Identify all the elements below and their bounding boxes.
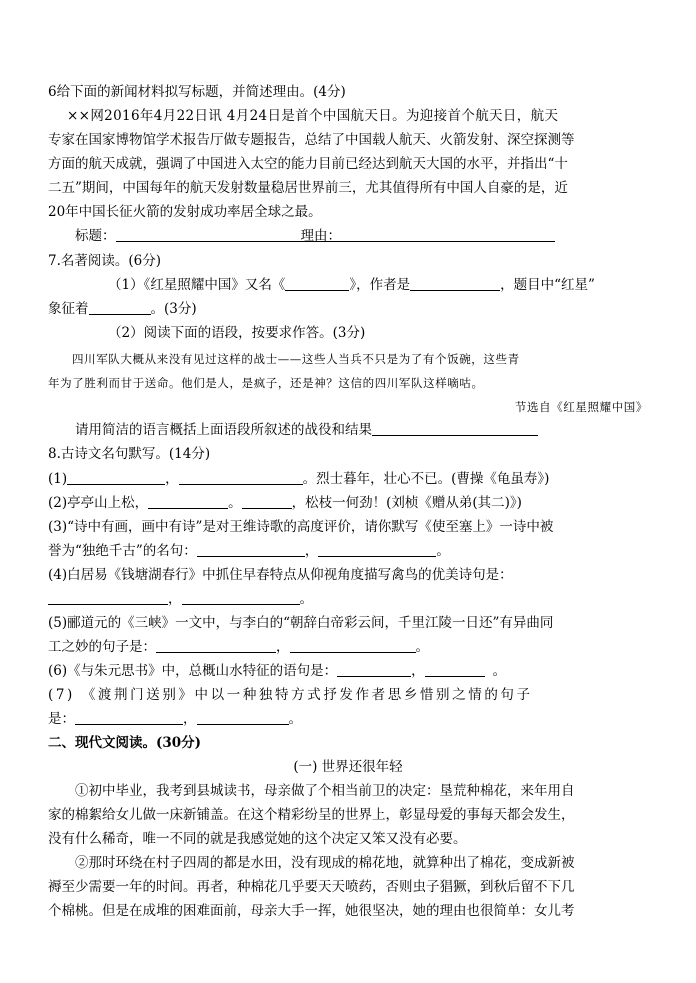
q7-author-blank[interactable] [410, 276, 500, 291]
q6-title-label: 标题： [75, 228, 116, 244]
article-para-2-line-3: 个棉桃。但是在成堆的困难面前，母亲大手一挥，她很坚决，她的理由也很简单：女儿考 [48, 903, 575, 919]
q8-item-1-comma: ， [165, 471, 179, 487]
q8-item-5-line-1: (5)郦道元的《三峡》一文中，与李白的“朝辞白帝彩云间，千里江陵一日还”有异曲同 [48, 615, 554, 631]
q8-item-6-blank-b[interactable] [425, 662, 485, 677]
q8-item-5-comma: ， [276, 639, 290, 655]
q8-item-2-text-b: ，松枝一何劲！(刘桢《赠从弟(其二)》) [291, 495, 522, 511]
q8-item-6-blank-a[interactable] [337, 662, 411, 677]
q7-sub2: （2）阅读下面的语段，按要求作答。(3分) [108, 325, 366, 341]
q7-sub1-text-a: （1）《红星照耀中国》又名《 [108, 277, 286, 293]
q8-item-1-text: 。烈士暮年，壮心不已。(曹操《龟虽寿》) [302, 471, 550, 487]
q8-item-4-line-1: (4)白居易《钱塘湖春行》中抓住早春特点从仰视角度描写禽鸟的优美诗句是： [48, 567, 513, 583]
q8-item-4-blank-b[interactable] [182, 590, 300, 605]
q7-sub1-text-e: 。(3分) [150, 301, 197, 317]
q8-item-2-blank-a[interactable] [148, 494, 228, 509]
q7-quote-source: 节选自《红星照耀中国》 [514, 400, 648, 414]
q8-item-4-comma: ， [168, 591, 182, 607]
q7-ask-line [75, 420, 538, 440]
q8-item-7-period: 。 [288, 711, 302, 727]
q7-ask-blank[interactable] [372, 421, 538, 436]
q6-text-line-5: 20年中国长征火箭的发射成功率居全球之最。 [48, 204, 322, 220]
q8-item-3-text: 誉为“独绝千古”的名句： [48, 543, 197, 559]
q8-item-4-line-2 [48, 589, 313, 609]
q8-item-2-text-a: (2)亭亭山上松， [48, 495, 149, 511]
q8-item-6-comma: ， [411, 663, 425, 679]
q8-item-7-blank-a[interactable] [75, 710, 183, 725]
article-para-2-line-1: ②那时环绕在村子四周的都是水田，没有现成的棉花地，就算种出了棉花，变成新被 [75, 855, 575, 871]
article-para-1-line-1: ①初中毕业，我考到县城读书，母亲做了个相当前卫的决定：垦荒种棉花，来年用自 [75, 783, 575, 799]
q7-sub1-text-b: 》，作者是 [349, 277, 411, 293]
q8-item-6 [48, 661, 506, 681]
q8-item-3-line-2 [48, 541, 450, 561]
q6-text-line-3: 方面的航天成就，强调了中国进入太空的能力目前已经达到航天大国的水平，并指出“十 [48, 156, 568, 172]
q6-title: 6给下面的新闻材料拟写标题，并简述理由。(4分) [48, 84, 346, 100]
q8-item-2 [48, 493, 522, 513]
q7-quote-line-2: 年为了胜利而甘于送命。他们是人，是疯子，还是神？这信的四川军队这样嘀咕。 [48, 376, 484, 390]
q7-sub1-line [108, 275, 595, 295]
q6-reason-label: 理由： [300, 228, 341, 244]
q6-text-line-1: ××网2016年4月22日讯 4月24日是首个中国航天日。为迎接首个航天日，航天 [67, 108, 559, 124]
q8-item-3-period: 。 [436, 543, 450, 559]
q8-item-1-num: (1) [48, 471, 68, 487]
q7-sub1-line-2 [48, 299, 197, 319]
q7-symbol-blank[interactable] [89, 300, 151, 315]
q7-sub1-text-d: 象征着 [48, 301, 89, 317]
q8-item-7-text: 是： [48, 711, 75, 727]
q8-item-2-period: 。 [228, 495, 242, 511]
q7-quote-line-1: 四川军队大概从来没有见过这样的战士——这些人当兵不只是为了有个饭碗，这些青 [72, 352, 520, 366]
q8-item-3-comma: ， [304, 543, 319, 559]
q8-item-6-period: 。 [492, 663, 507, 679]
section-2-heading: 二、现代文阅读。(30分) [48, 735, 202, 751]
q8-item-1-blank-b[interactable] [179, 470, 303, 485]
q8-item-5-text: 工之妙的句子是： [48, 639, 156, 655]
article-title: (一) 世界还很年轻 [293, 759, 403, 775]
q8-item-5-period: 。 [415, 639, 429, 655]
article-para-1-line-3: 没有什么稀奇，唯一不同的就是我感觉她的这个决定又笨又没有必要。 [48, 831, 467, 847]
q8-item-5-blank-a[interactable] [156, 638, 276, 653]
q7-title: 7.名著阅读。(6分) [48, 253, 162, 269]
q6-answer-line [75, 226, 555, 246]
q8-item-3-blank-a[interactable] [197, 542, 305, 557]
q8-item-4-blank-a[interactable] [48, 590, 168, 605]
q8-item-2-blank-b[interactable] [242, 494, 292, 509]
q7-alt-name-blank[interactable] [285, 276, 349, 291]
q8-item-7-line-2 [48, 709, 302, 729]
q8-title: 8.古诗文名句默写。(14分) [48, 446, 211, 462]
q6-reason-blank[interactable] [341, 227, 555, 242]
q7-sub1-text-c: ，题目中“红星” [500, 277, 595, 293]
article-para-2-line-2: 褥至少需要一年的时间。再者，种棉花几乎要天天喷药，否则虫子猖獗，到秋后留不下几 [48, 879, 575, 895]
q7-ask-text: 请用简洁的语言概括上面语段所叙述的战役和结果 [75, 422, 372, 438]
q6-text-line-2: 专家在国家博物馆学术报告厅做专题报告，总结了中国载人航天、火箭发射、深空探测等 [48, 132, 575, 148]
q8-item-1 [48, 469, 549, 489]
q8-item-6-text: (6)《与朱元思书》中，总概山水特征的语句是： [48, 663, 338, 679]
article-para-1-line-2: 家的棉絮给女儿做一床新铺盖。在这个精彩纷呈的世界上，彰显母爱的事每天都会发生， [48, 807, 575, 823]
q8-item-3-blank-b[interactable] [318, 542, 436, 557]
q8-item-7-line-1: (7) 《渡荆门送别》中以一种独特方式抒发作者思乡惜别之情的句子 [48, 687, 533, 703]
q8-item-7-blank-b[interactable] [197, 710, 289, 725]
q6-title-blank[interactable] [116, 227, 301, 242]
q8-item-1-blank-a[interactable] [67, 470, 165, 485]
q8-item-4-period: 。 [299, 591, 313, 607]
q8-item-7-comma: ， [183, 711, 197, 727]
q8-item-5-line-2 [48, 637, 429, 657]
q8-item-5-blank-b[interactable] [290, 638, 416, 653]
q6-text-line-4: 二五”期间，中国每年的航天发射数量稳居世界前三，尤其值得所有中国人自豪的是，近 [48, 180, 568, 196]
q8-item-3-line-1: (3)“诗中有画，画中有诗”是对王维诗歌的高度评价，请你默写《使至塞上》一诗中被 [48, 519, 554, 535]
